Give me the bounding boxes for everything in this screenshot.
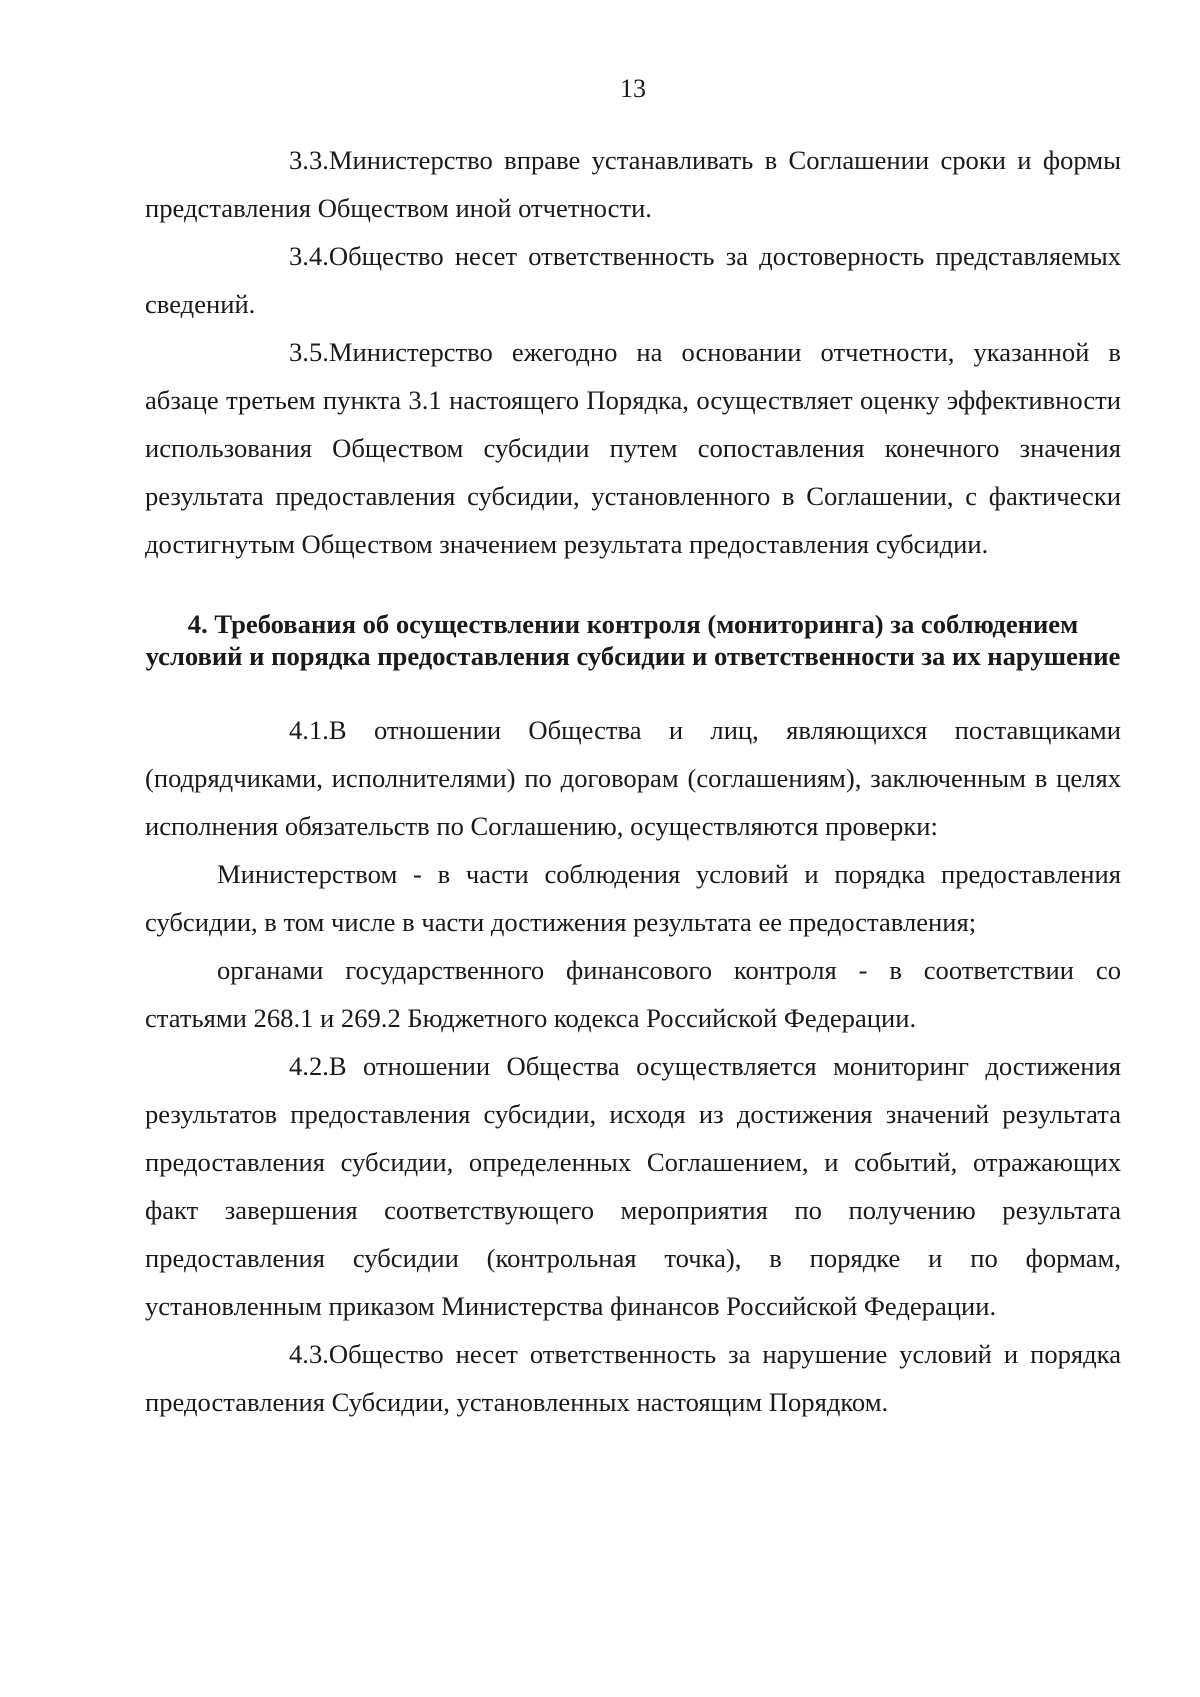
paragraph-3-5 [145, 328, 1121, 568]
paragraph-number: 3.3. [289, 145, 329, 175]
paragraph-text: Общество несет ответственность за нарушение условий и порядка предоставления Субсидии, установленных настоящим Порядком. [145, 1339, 1121, 1417]
paragraph-control-bodies [145, 946, 1121, 1042]
paragraph-number: 4.1. [289, 715, 329, 745]
paragraph-ministry [145, 850, 1121, 946]
paragraph-text: Общество несет ответственность за достоверность представляемых сведений. [145, 241, 1121, 319]
paragraph-4-2 [145, 1042, 1121, 1330]
paragraph-number: 4.3. [289, 1339, 329, 1369]
paragraph-text: Министерство ежегодно на основании отчетности, указанной в абзаце третьем пункта 3.1 настоящего Порядка, осуществляет оценку эффективности использования Обществом субсидии путем сопоставления конечного значения результата предоставления субсидии, установленного в Соглашении, с фактически достигнутым Обществом значением результата предоставления субсидии. [145, 337, 1121, 559]
paragraph-text: В отношении Общества осуществляется мониторинг достижения результатов предоставления субсидии, исходя из достижения значений результата предоставления субсидии, определенных Соглашением, и событий, отражающих факт завершения соответствующего мероприятия по получению результата предоставления субсидии (контрольная точка), в порядке и по формам, установленным приказом Министерства финансов Российской Федерации. [145, 1051, 1121, 1321]
page-number: 13 [620, 74, 646, 103]
paragraph-3-3 [145, 136, 1121, 232]
paragraph-text: органами государственного финансового контроля - в соответствии со статьями 268.1 и 269.2 Бюджетного кодекса Российской Федерации. [145, 955, 1121, 1033]
paragraph-text: Министерство вправе устанавливать в Соглашении сроки и формы представления Обществом иной отчетности. [145, 145, 1121, 223]
paragraph-number: 3.5. [289, 337, 329, 367]
paragraph-number: 3.4. [289, 241, 329, 271]
paragraph-text: В отношении Общества и лиц, являющихся поставщиками (подрядчиками, исполнителями) по договорам (соглашениям), заключенным в целях исполнения обязательств по Соглашению, осуществляются проверки: [145, 715, 1121, 841]
paragraph-4-1 [145, 706, 1121, 850]
paragraph-3-4 [145, 232, 1121, 328]
section-heading: 4. Требования об осуществлении контроля (мониторинга) за соблюдением условий и порядка предоставления субсидии и ответственности за их нарушение [145, 609, 1121, 671]
paragraph-number: 4.2. [289, 1051, 329, 1081]
document-body [145, 136, 1121, 1426]
paragraph-4-3 [145, 1330, 1121, 1426]
paragraph-text: Министерством - в части соблюдения условий и порядка предоставления субсидии, в том числе в части достижения результата ее предоставления; [145, 859, 1121, 937]
